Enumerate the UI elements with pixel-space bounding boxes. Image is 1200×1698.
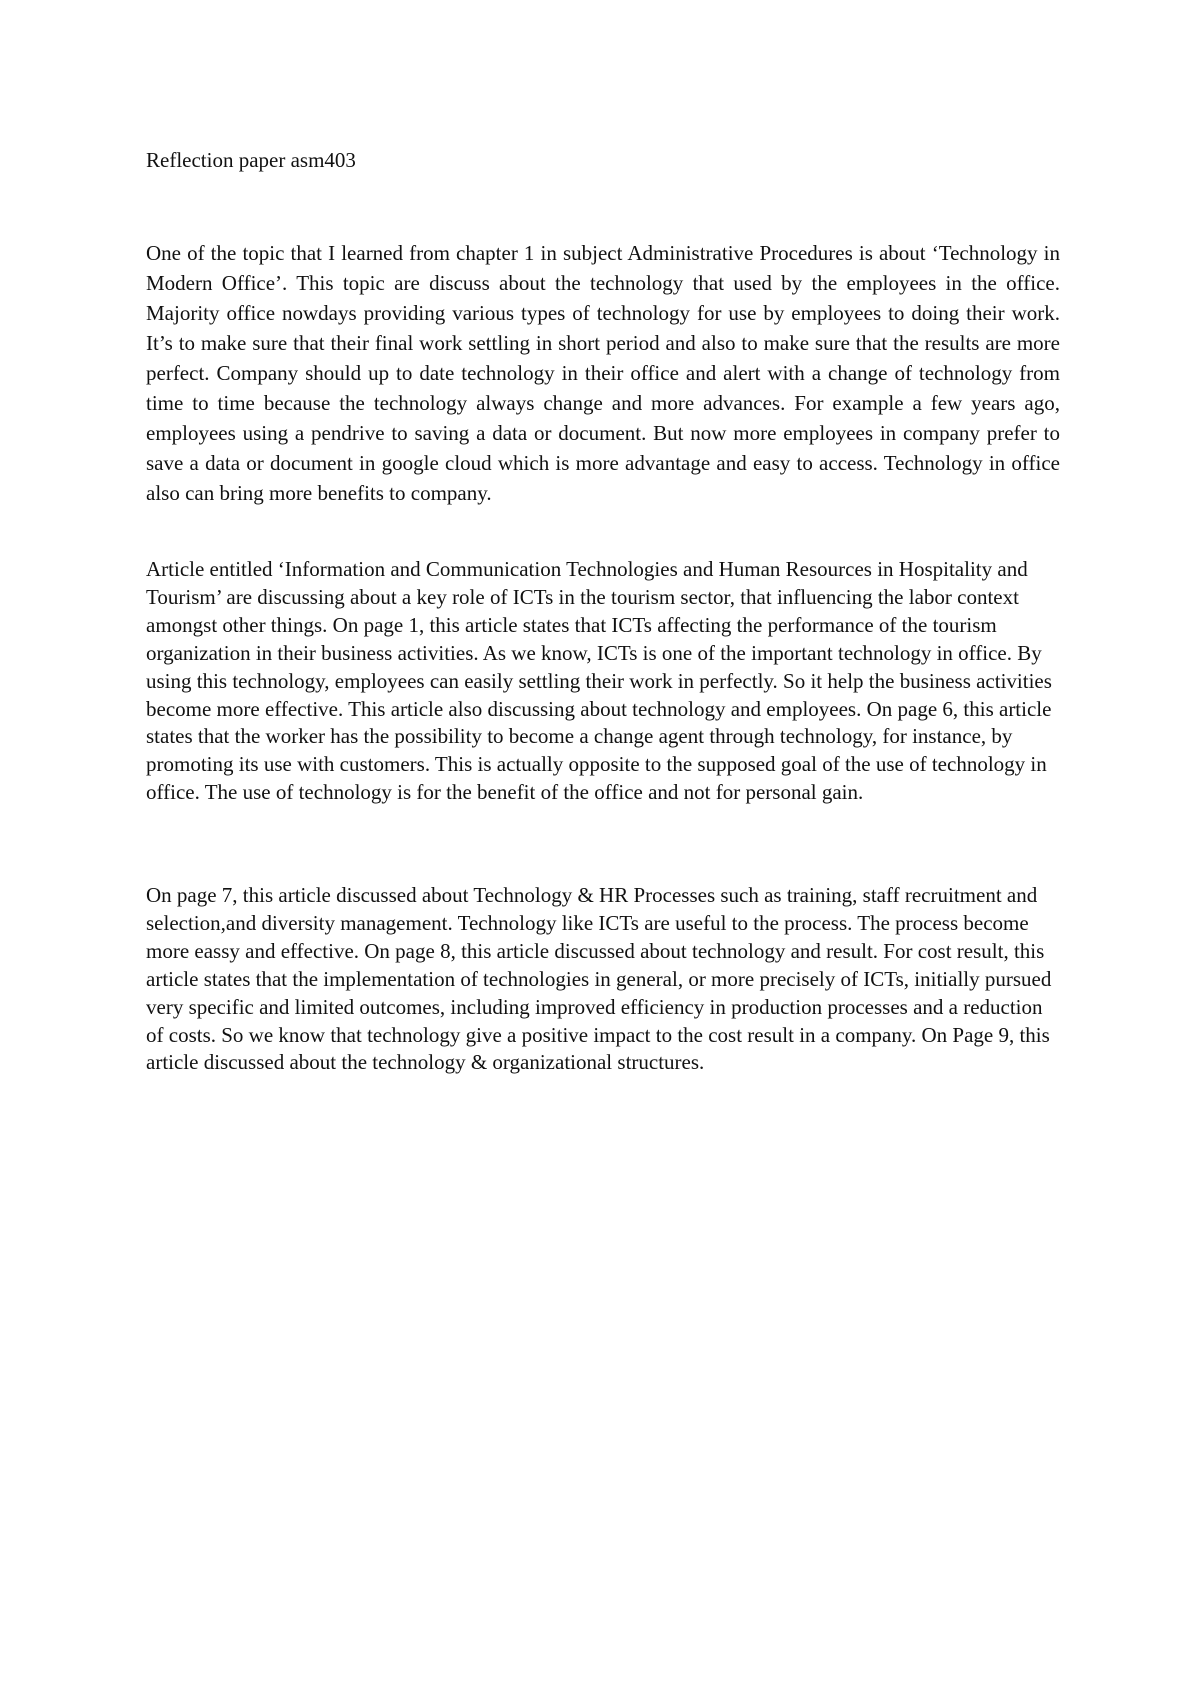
paragraph-2: Article entitled ‘Information and Communication Technologies and Human Resources in Hospitality and Tourism’ are discussing about a key role of ICTs in the tourism sector, that influencing the labor context amongst other things. On page 1, this article states that ICTs affecting the performance of the tourism organization in their business activities. As we know, ICTs is one of the important technology in office. By using this technology, employees can easily settling their work in perfectly. So it help the business activities become more effective. This article also discussing about technology and employees. On page 6, this article states that the worker has the possibility to become a change agent through technology, for instance, by promoting its use with customers. This is actually opposite to the supposed goal of the use of technology in office. The use of technology is for the benefit of the office and not for personal gain. (146, 557, 1052, 805)
paragraph-1: One of the topic that I learned from chapter 1 in subject Administrative Procedures is about ‘Technology in Modern Office’. This topic are discuss about the technology that used by the employees in the office. Majority office nowdays providing various types of technology for use by employees to doing their work. It’s to make sure that their final work settling in short period and also to make sure that the results are more perfect. Company should up to date technology in their office and alert with a change of technology from time to time because the technology always change and more advances. For example a few years ago, employees using a pendrive to saving a data or document. But now more employees in company prefer to save a data or document in google cloud which is more advantage and easy to access. Technology in office also can bring more benefits to company. (146, 241, 1060, 505)
paragraph-3: On page 7, this article discussed about Technology & HR Processes such as training, staff recruitment and selection,and diversity management. Technology like ICTs are useful to the process. The process become more eassy and effective. On page 8, this article discussed about technology and result. For cost result, this article states that the implementation of technologies in general, or more precisely of ICTs, initially pursued very specific and limited outcomes, including improved efficiency in production processes and a reduction of costs. So we know that technology give a positive impact to the cost result in a company. On Page 9, this article discussed about the technology & organizational structures. (146, 883, 1052, 1075)
document-title: Reflection paper asm403 (146, 148, 356, 172)
